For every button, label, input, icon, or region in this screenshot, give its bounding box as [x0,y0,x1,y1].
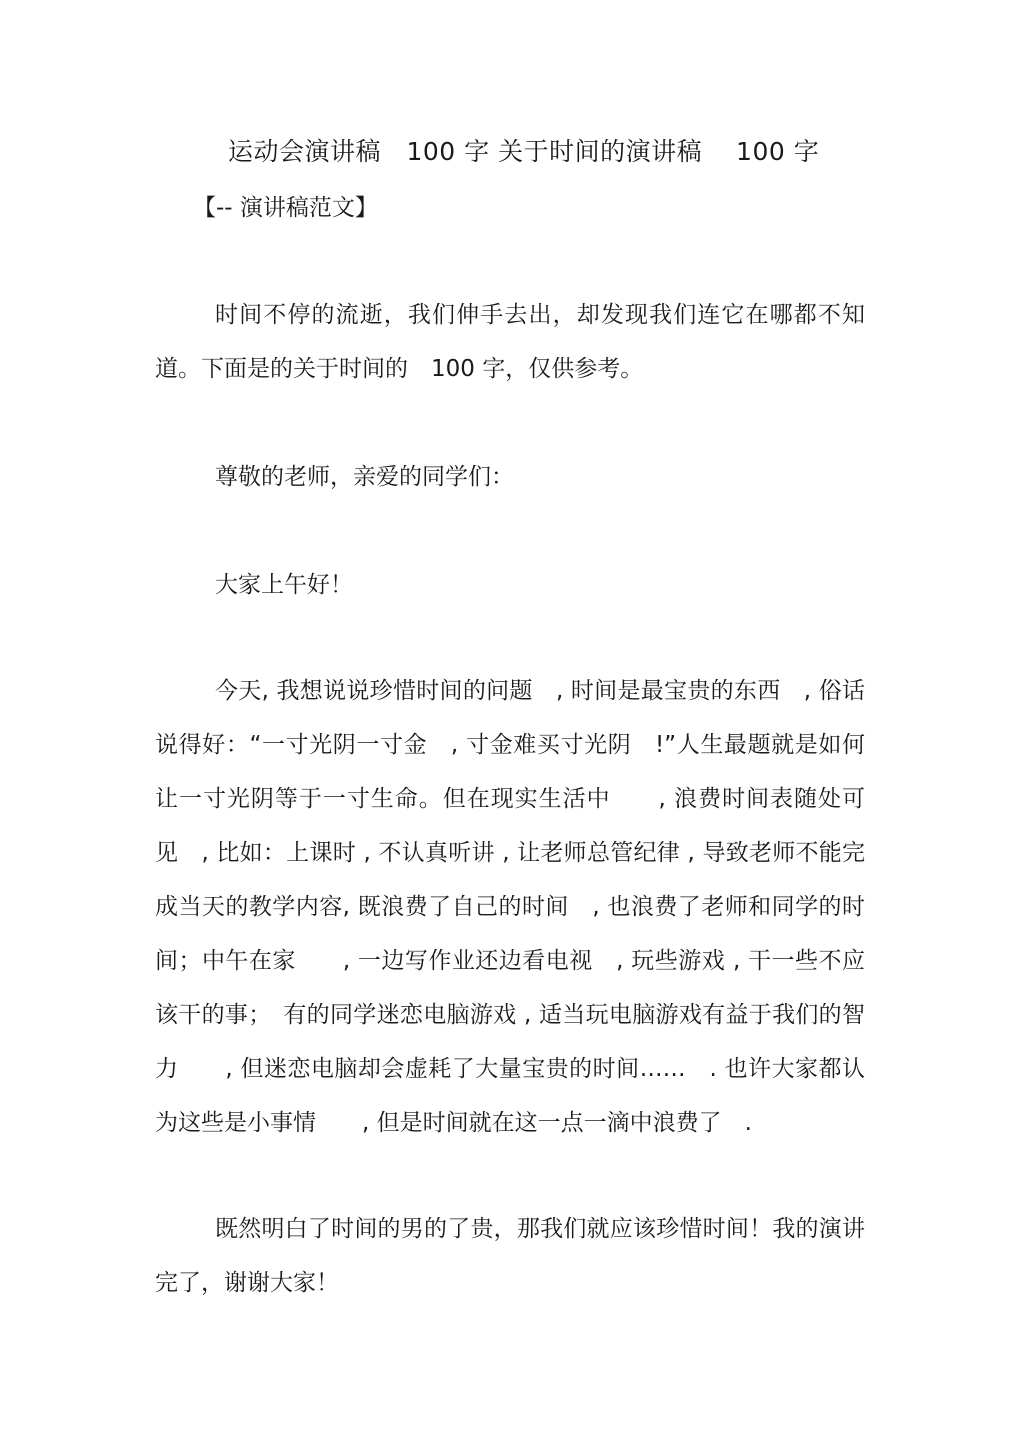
document-category: 【-- 演讲稿范文】 [193,195,378,221]
intro-paragraph: 时间不停的流逝，我们伸手去出，却发现我们连它在哪都不知道。下面是的关于时间的 100 字，仅供参考。 [155,302,865,382]
closing-paragraph: 既然明白了时间的男的了贵，那我们就应该珍惜时间！我的演讲完了，谢谢大家！ [155,1216,865,1296]
document-title: 运动会演讲稿 100 字 关于时间的演讲稿 100 字 [228,137,820,166]
greeting-paragraph: 大家上午好！ [215,572,353,598]
salutation-paragraph: 尊敬的老师，亲爱的同学们： [215,464,514,490]
body-paragraph: 今天, 我想说说珍惜时间的问题 , 时间是最宝贵的东西 , 俗话说得好：“一寸光阴一寸金 , 寸金难买寸光阴 !”人生最题就是如何让一寸光阴等于一寸生命。但在现实生活中 , 浪费时间表随处可见 , 比如：上课时 , 不认真听讲 , 让老师总管纪律 , 导致老师不能完成当天的教学内容, 既浪费了自己的时间 , 也浪费了老师和同学的时间；中午在家 , 一边写作业还边看电视 , 玩些游戏 , 干一些不应该干的事； 有的同学迷恋电脑游戏 , 适当玩电脑游戏有益于我们的智力 , 但迷恋电脑却会虚耗了大量宝贵的时间…… . 也许大家都认为这些是小事情 , 但是时间就在这一点一滴中浪费了 . [155,678,865,1136]
